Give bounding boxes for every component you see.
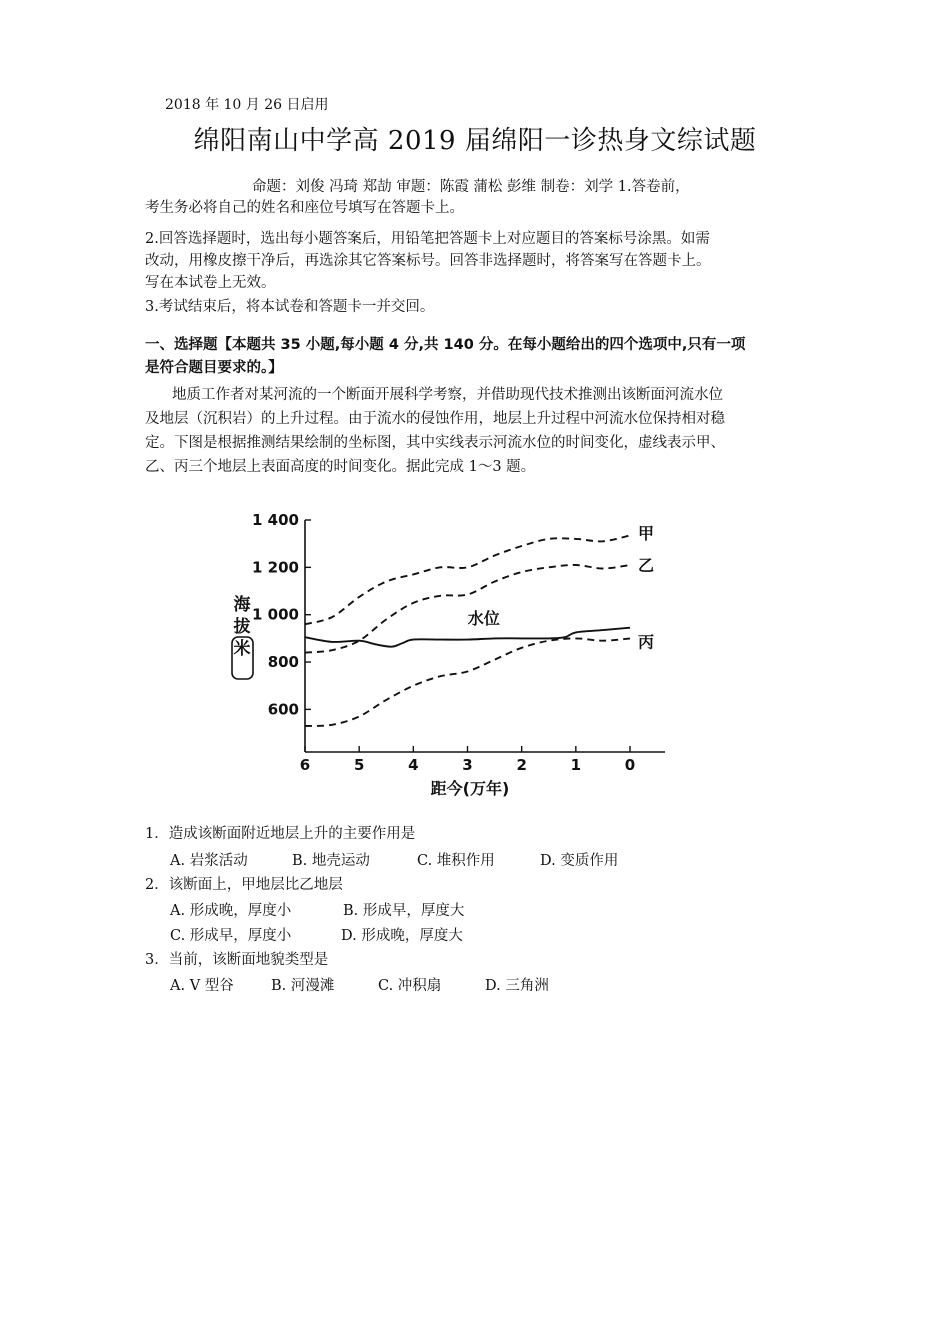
y-tick-label: 600 [267,700,299,719]
section-heading-line-2: 是符合题目要求的。】 [145,360,283,376]
series-line-丙 [305,638,630,726]
question-3-option-a: A. V 型谷 [170,978,234,994]
x-tick-label: 5 [353,756,365,774]
question-1-stem: 1．造成该断面附近地层上升的主要作用是 [145,826,416,842]
question-1-option-d: D. 变质作用 [540,853,619,869]
question-2-option-d: D. 形成晚，厚度大 [341,928,463,944]
passage-line-3: 定。下图是根据推测结果绘制的坐标图，其中实线表示河流水位的时间变化，虚线表示甲、 [145,435,725,451]
authors-line: 命题：刘俊 冯琦 郑劼 审题：陈霞 蒲松 彭维 制卷：刘学 1.答卷前， [252,179,690,195]
y-tick-label: 1 200 [252,558,299,577]
series-label: 甲 [638,524,655,544]
y-tick-label: 1 000 [252,605,299,624]
start-date: 2018 年 10 月 26 日启用 [165,97,329,113]
note-3: 3.考试结束后，将本试卷和答题卡一并交回。 [145,299,435,315]
series-label: 乙 [638,555,655,575]
passage-line-2: 及地层（沉积岩）的上升过程。由于流水的侵蚀作用，地层上升过程中河流水位保持相对稳 [145,411,725,427]
y-tick-label: 800 [267,653,299,672]
question-3-option-b: B. 河漫滩 [271,978,335,994]
page-title: 绵阳南山中学高 2019 届绵阳一诊热身文综试题 [193,126,757,156]
question-1-option-c: C. 堆积作用 [417,853,495,869]
y-tick-label: 1 400 [252,511,299,529]
series-label: 丙 [638,632,655,652]
chart-labels [232,511,654,798]
y-axis-label-char: 拔 [233,617,251,637]
question-3-option-c: C. 冲积扇 [378,978,442,994]
x-tick-label: 4 [408,756,419,774]
x-axis-label: 距今(万年) [430,779,510,798]
chart-axes [305,520,665,752]
question-2-option-a: A. 形成晚，厚度小 [170,903,292,919]
note-1: 考生务必将自己的姓名和座位号填写在答题卡上。 [145,200,464,216]
y-axis-label-char: 米 [233,639,251,659]
elevation-chart [220,505,680,805]
section-heading-line-1: 一、选择题【本题共 35 小题,每小题 4 分,共 140 分。在每小题给出的四个选项中,只有一项 [145,337,746,353]
question-3-stem: 3．当前，该断面地貌类型是 [145,952,329,968]
x-tick-label: 0 [624,756,636,774]
note-2-line-2: 改动，用橡皮擦干净后，再选涂其它答案标号。回答非选择题时，将答案写在答题卡上。 [145,253,711,269]
question-2-option-c: C. 形成早，厚度小 [170,928,292,944]
question-3-option-d: D. 三角洲 [485,978,549,994]
x-tick-label: 6 [299,756,311,774]
passage-line-1: 地质工作者对某河流的一个断面开展科学考察，并借助现代技术推测出该断面河流水位 [172,387,723,403]
question-2-stem: 2．该断面上，甲地层比乙地层 [145,877,343,893]
x-tick-label: 1 [570,756,582,774]
question-1-option-b: B. 地壳运动 [292,853,370,869]
chart-series [305,535,630,726]
series-label: 水位 [467,609,500,629]
question-1-option-a: A. 岩浆活动 [170,853,248,869]
x-tick-label: 2 [516,756,527,774]
passage-line-4: 乙、丙三个地层上表面高度的时间变化。据此完成 1～3 题。 [145,459,536,475]
y-axis-label-char: 海 [233,595,251,615]
x-tick-label: 3 [462,756,473,774]
note-2-line-3: 写在本试卷上无效。 [145,275,276,291]
question-2-option-b: B. 形成早，厚度大 [343,903,465,919]
note-2-line-1: 2.回答选择题时，选出每小题答案后，用铅笔把答题卡上对应题目的答案标号涂黑。如需 [145,231,710,247]
